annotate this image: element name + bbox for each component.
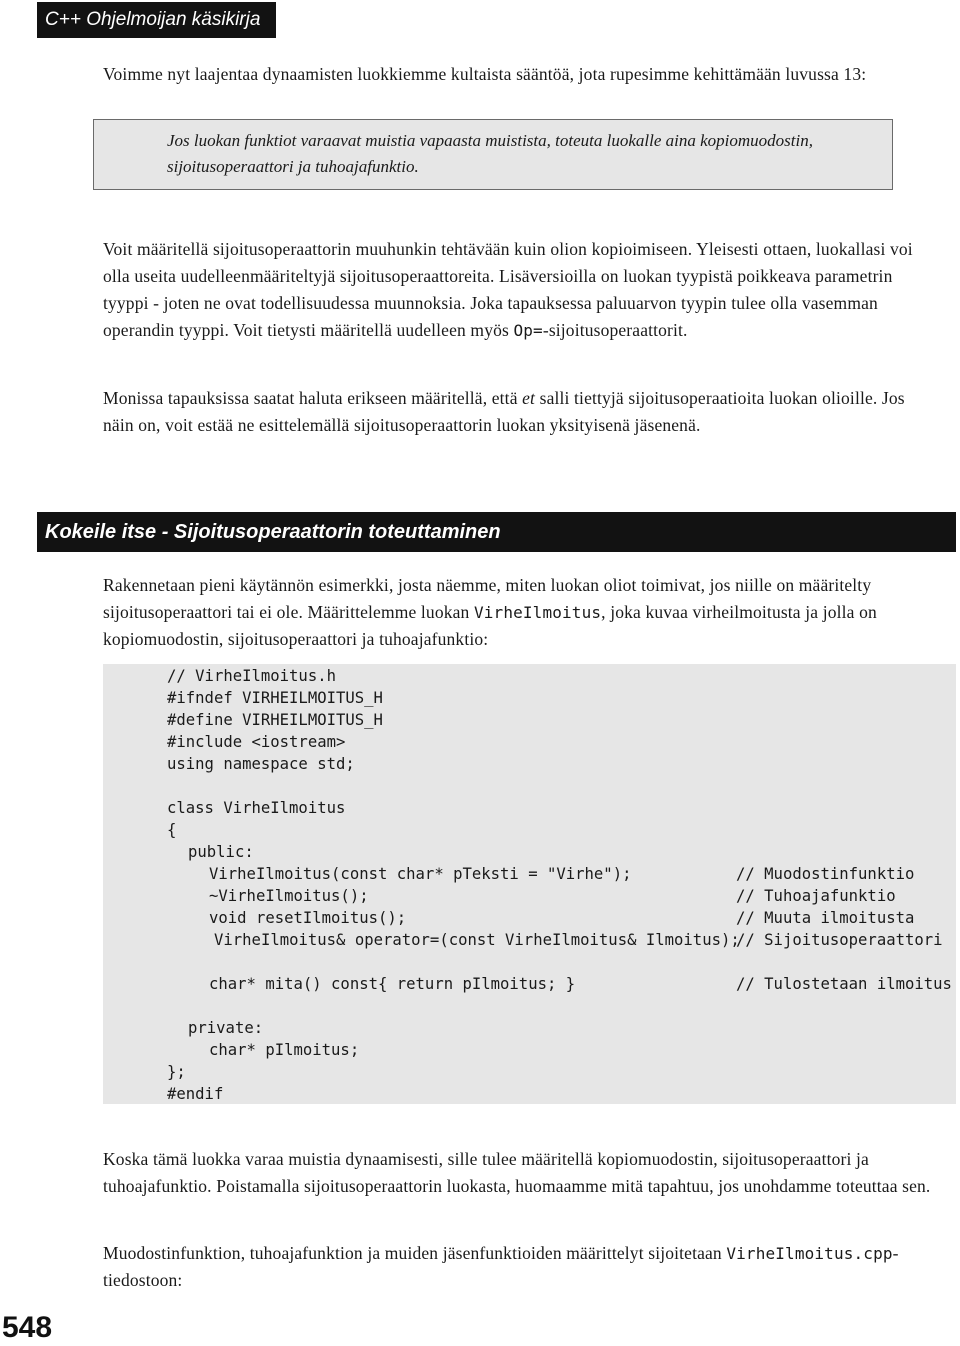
paragraph-text: , joka kuvaa virheilmoitusta ja jolla on kopiomuodostin, sijoitusoperaattori ja tuhoajafunktio:: [103, 602, 877, 649]
inline-code: VirheIlmoitus.cpp: [726, 1244, 893, 1263]
code-line: VirheIlmoitus(const char* pTeksti = "Virhe");: [209, 865, 632, 883]
code-comment: // Sijoitusoperaattori: [736, 931, 943, 949]
code-line: // VirheIlmoitus.h: [167, 667, 336, 685]
paragraph-text: -tiedostoon:: [103, 1243, 899, 1290]
paragraph-text: Muodostinfunktion, tuhoajafunktion ja muiden jäsenfunktioiden määrittelyt sijoitetaan: [103, 1243, 727, 1263]
code-line: public:: [188, 843, 254, 861]
code-line: };: [167, 1063, 186, 1081]
paragraph-text: Rakennetaan pieni käytännön esimerkki, josta näemme, miten luokan oliot toimivat, jos niille on määritelty sijoitusoperaattori tai ei ole. Määrittelemme luokan: [103, 575, 872, 622]
inline-code: Op=: [513, 321, 543, 340]
intro-text: Voimme nyt laajentaa dynaamisten luokkiemme kultaista sääntöä, jota rupesimme kehittämään luvussa 13:: [103, 64, 867, 84]
assignment-operator-paragraph: [103, 236, 933, 344]
intro-paragraph: [103, 61, 933, 88]
paragraph-text: Voit määritellä sijoitusoperaattorin muuhunkin tehtävään kuin olion kopioimiseen. Yleisesti ottaen, luokallasi voi olla useita uudelleenmääriteltyjä sijoitusoperaattoreita. Lisäversioilla on luokan tyypistä poikkeava parametrin tyyppi - joten ne ovat todellisuudessa muunnoksia. Joka tapauksessa paluuarvon tyypin tulee olla vasemman operandin tyyppi. Voit tietysti määritellä uudelleen myös: [103, 239, 913, 340]
definitions-paragraph: [103, 1240, 933, 1294]
code-line: void resetIlmoitus();: [209, 909, 407, 927]
paragraph-text: Koska tämä luokka varaa muistia dynaamisesti, sille tulee määritellä kopiomuodostin, sijoitusoperaattori ja tuhoajafunktio. Poistamalla sijoitusoperaattorin luokasta, huomaamme mitä tapahtuu, jos unohdamme toteuttaa sen.: [103, 1149, 931, 1196]
book-title-header: [37, 2, 276, 38]
code-line: #ifndef VIRHEILMOITUS_H: [167, 689, 383, 707]
emphasis-text: et: [522, 388, 536, 408]
code-line: VirheIlmoitus& operator=(const VirheIlmoitus& Ilmoitus);: [214, 931, 740, 949]
section-title: Kokeile itse - Sijoitusoperaattorin toteuttaminen: [45, 521, 501, 543]
paragraph-text: Monissa tapauksissa saatat haluta erikseen määritellä, että: [103, 388, 523, 408]
code-comment: // Tulostetaan ilmoitus: [736, 975, 952, 993]
book-title: C++ Ohjelmoijan käsikirja: [45, 9, 261, 30]
code-line: char* mita() const{ return pIlmoitus; }: [209, 975, 576, 993]
inline-code: VirheIlmoitus: [473, 603, 602, 622]
code-line: #endif: [167, 1085, 224, 1103]
page-number: 548: [2, 1311, 53, 1344]
private-assignment-paragraph: [103, 385, 933, 439]
example-intro-paragraph: [103, 572, 933, 653]
code-comment: // Muuta ilmoitusta: [736, 909, 915, 927]
code-line: class VirheIlmoitus: [167, 799, 346, 817]
code-comment: // Tuhoajafunktio: [736, 887, 896, 905]
paragraph-text: -sijoitusoperaattorit.: [542, 320, 688, 340]
code-line: ~VirheIlmoitus();: [209, 887, 369, 905]
code-line: using namespace std;: [167, 755, 355, 773]
code-listing: [103, 664, 956, 1104]
code-line: {: [167, 821, 177, 839]
rule-callout-text: Jos luokan funktiot varaavat muistia vapaasta muistista, toteuta luokalle aina kopiomuodostin, sijoitusoperaattori ja tuhoajafunktio.: [167, 131, 813, 176]
code-line: private:: [188, 1019, 264, 1037]
code-line: #include <iostream>: [167, 733, 346, 751]
paragraph-text: salli tiettyjä sijoitusoperaatioita luokan olioille. Jos näin on, voit estää ne esittelemällä sijoitusoperaattorin luokan yksityisenä jäsenenä.: [103, 388, 905, 435]
rule-callout-box: [93, 119, 893, 190]
code-line: char* pIlmoitus;: [209, 1041, 360, 1059]
code-comment: // Muodostinfunktio: [736, 865, 915, 883]
code-line: #define VIRHEILMOITUS_H: [167, 711, 383, 729]
section-heading-bar: [37, 512, 956, 552]
dynamic-memory-paragraph: [103, 1146, 933, 1200]
